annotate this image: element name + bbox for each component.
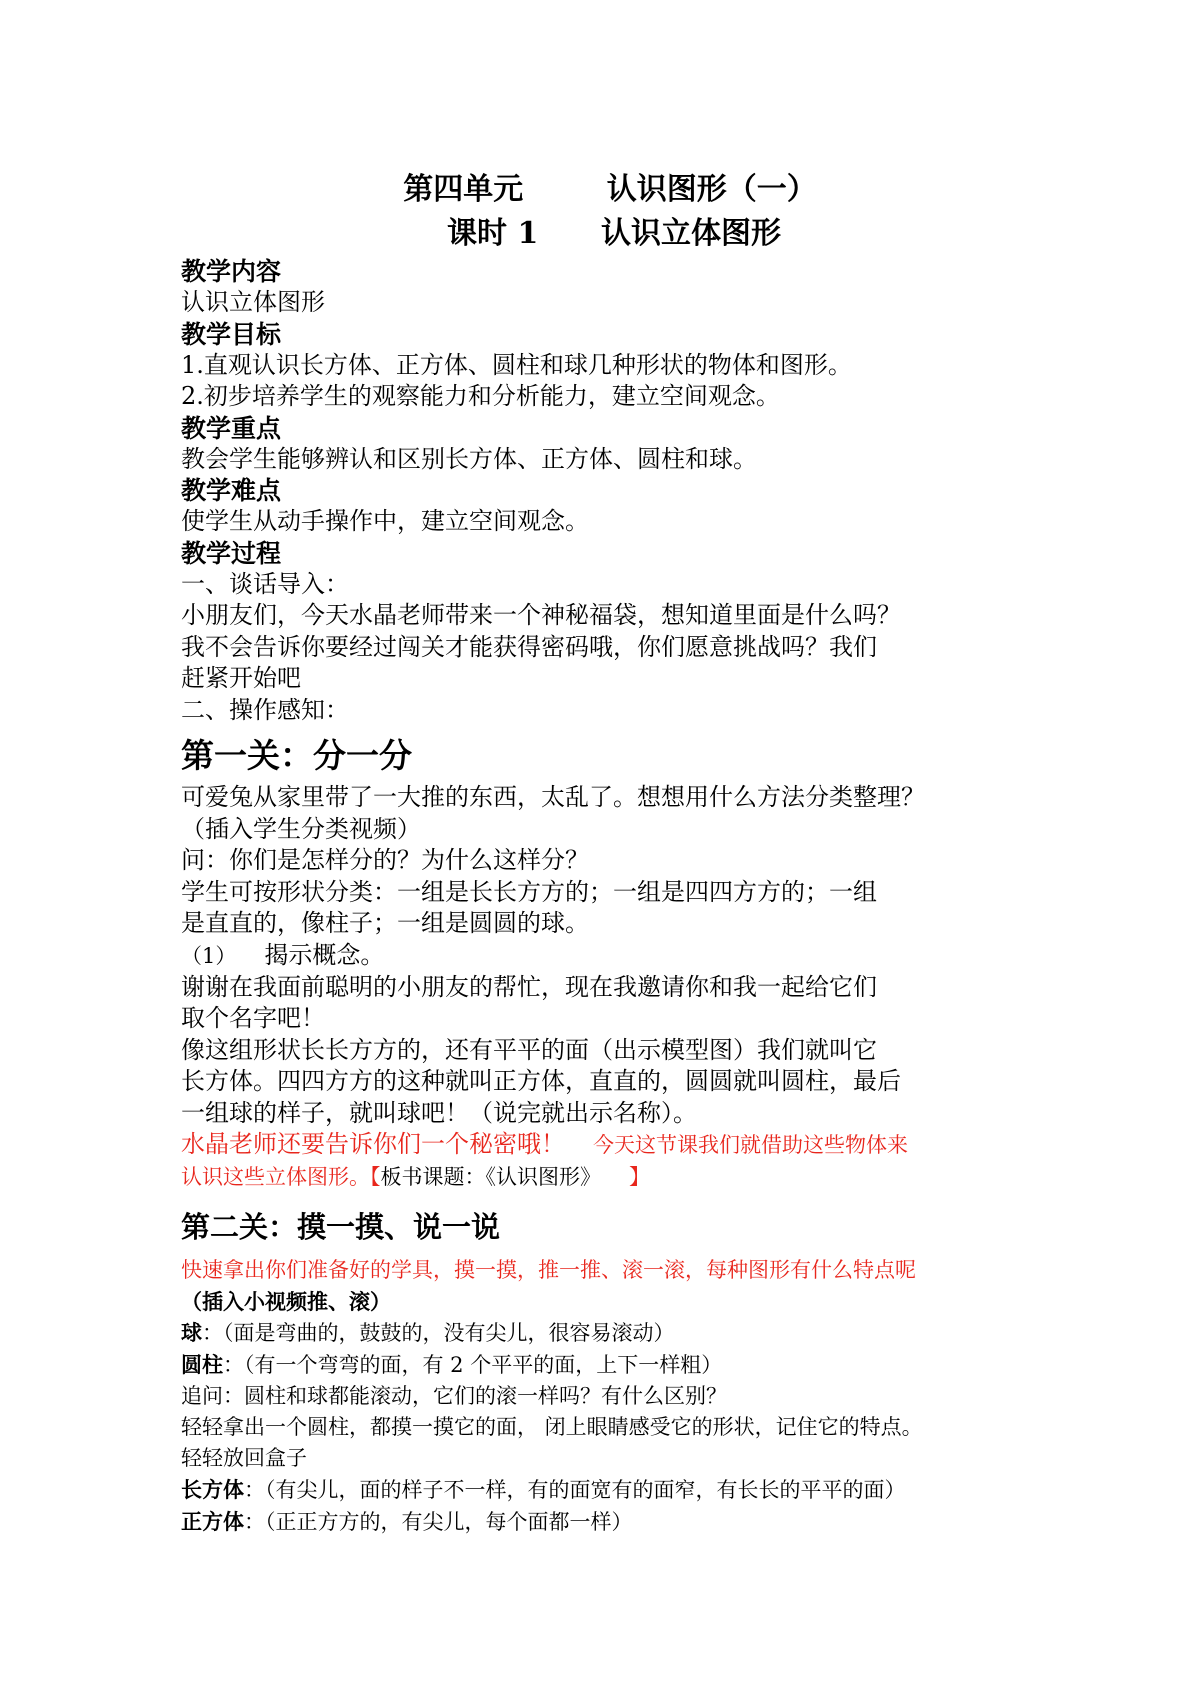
key-heading: 教学重点 (181, 413, 282, 443)
bracket-open: 【 (370, 1165, 381, 1189)
content-heading: 教学内容 (181, 257, 282, 286)
red-note (181, 1129, 1031, 1161)
difficulty-text: 使学生从动手操作中，建立空间观念。 (181, 507, 589, 535)
level2-video-note: （插入小视频推、滚） (181, 1289, 391, 1314)
shape-ball (181, 1317, 1031, 1349)
level1-paragraph: 取个名字吧！ (181, 1004, 325, 1032)
level1-heading: 第一关：分一分 (181, 736, 412, 775)
level1-paragraph: 问：你们是怎样分的？为什么这样分？ (181, 846, 589, 874)
shape-cylinder (181, 1349, 1031, 1381)
level1-paragraph: 是直直的，像柱子；一组是圆圆的球。 (181, 909, 589, 937)
shape-desc: ：（面是弯曲的，鼓鼓的，没有尖儿，很容易滚动） (202, 1321, 675, 1345)
level1-paragraph: 学生可按形状分类：一组是长长方方的；一组是四四方方的；一组 (181, 877, 877, 906)
shape-cuboid (181, 1474, 1031, 1506)
unit-title: 第四单元 认识图形（一） (403, 172, 817, 207)
level1-paragraph: 谢谢在我面前聪明的小朋友的帮忙，现在我邀请你和我一起给它们 (181, 972, 877, 1001)
shape-label: 正方体 (181, 1509, 244, 1534)
intro-text: 赶紧开始吧 (181, 664, 301, 692)
item-text: 揭示概念。 (264, 940, 385, 969)
lesson-title: 课时 1 认识立体图形 (447, 216, 781, 251)
level1-paragraph: （插入学生分类视频） (181, 814, 421, 843)
shape-label: 长方体 (181, 1477, 244, 1502)
shape-desc: ：（有一个弯弯的面，有 2 个平平的面，上下一样粗） (223, 1353, 723, 1377)
instruction: 轻轻拿出一个圆柱，都摸一摸它的面， 闭上眼睛感受它的形状，记住它的特点。 (181, 1415, 923, 1439)
process-heading: 教学过程 (181, 538, 282, 568)
red-note-tail: 今天这节课我们就借助这些物体来 (593, 1133, 908, 1157)
bracket-close: 】 (629, 1165, 650, 1189)
shape-cube (181, 1506, 1031, 1538)
item-number: （1） (181, 943, 237, 968)
red-note-end: 认识这些立体图形。 (181, 1165, 370, 1189)
key-text: 教会学生能够辨认和区别长方体、正方体、圆柱和球。 (181, 444, 757, 473)
step-heading: 一、谈话导入： (181, 569, 349, 598)
follow-up-question: 追问：圆柱和球都能滚动，它们的滚一样吗？有什么区别？ (181, 1384, 727, 1408)
goal-item: 2.初步培养学生的观察能力和分析能力，建立空间观念。 (181, 382, 780, 410)
document-body (181, 168, 1031, 1538)
level1-paragraph: 像这组形状长长方方的，还有平平的面（出示模型图）我们就叫它 (181, 1035, 877, 1064)
shape-label: 球 (181, 1320, 202, 1345)
step-heading: 二、操作感知： (181, 695, 349, 724)
shape-desc: ：（有尖儿，面的样子不一样，有的面宽有的面窄，有长长的平平的面） (244, 1478, 906, 1502)
instruction: 轻轻放回盒子 (181, 1446, 307, 1470)
content-text: 认识立体图形 (181, 288, 325, 316)
intro-text: 小朋友们，今天水晶老师带来一个神秘福袋，想知道里面是什么吗？ (181, 601, 901, 629)
level2-red-line: 快速拿出你们准备好的学具，摸一摸，推一推、滚一滚，每种图形有什么特点呢 (181, 1258, 916, 1282)
goal-item: 1.直观认识长方体、正方体、圆柱和球几种形状的物体和图形。 (181, 350, 852, 379)
board-title: 板书课题：《认识图形》 (380, 1165, 601, 1189)
level2-heading: 第二关：摸一摸、说一说 (181, 1210, 501, 1244)
goals-heading: 教学目标 (181, 319, 282, 349)
intro-text: 我不会告诉你要经过闯关才能获得密码哦，你们愿意挑战吗？我们 (181, 632, 877, 661)
difficulty-heading: 教学难点 (181, 476, 282, 505)
shape-desc: ：（正正方方的，有尖儿，每个面都一样） (244, 1510, 633, 1534)
shape-label: 圆柱 (181, 1352, 223, 1377)
level1-paragraph: 长方体。四四方方的这种就叫正方体，直直的，圆圆就叫圆柱，最后 (181, 1067, 901, 1095)
level1-paragraph: 一组球的样子，就叫球吧！（说完就出示名称）。 (181, 1098, 697, 1127)
red-note-line2 (181, 1161, 1031, 1193)
level1-paragraph: 可爱兔从家里带了一大推的东西，太乱了。想想用什么方法分类整理？ (181, 783, 925, 811)
red-secret: 水晶老师还要告诉你们一个秘密哦！ (181, 1130, 565, 1158)
concept-item (181, 940, 1031, 972)
